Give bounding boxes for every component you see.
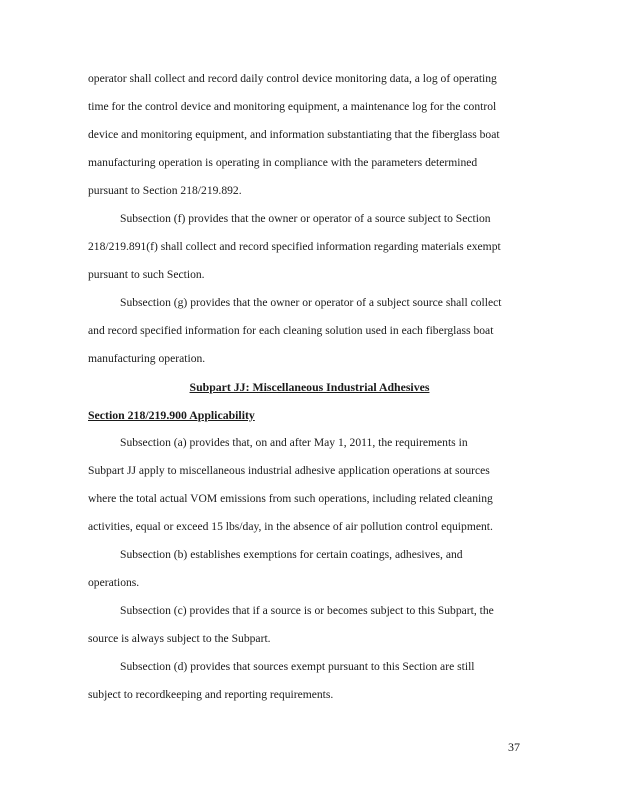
text-line: Subpart JJ apply to miscellaneous industrial adhesive application operations at sources xyxy=(88,464,490,477)
text-line: manufacturing operation is operating in compliance with the parameters determined xyxy=(88,156,478,169)
text-line: manufacturing operation. xyxy=(88,352,206,365)
text-line: Subsection (d) provides that sources exempt pursuant to this Section are still xyxy=(120,660,475,673)
text-line: device and monitoring equipment, and information substantiating that the fiberglass boat xyxy=(88,128,500,141)
text-line: Subsection (a) provides that, on and after May 1, 2011, the requirements in xyxy=(120,436,468,449)
page-number: 37 xyxy=(508,740,520,754)
section-heading: Section 218/219.900 Applicability xyxy=(88,408,255,422)
text-line: subject to recordkeeping and reporting requirements. xyxy=(88,688,334,701)
text-line: 218/219.891(f) shall collect and record specified information regarding materials exempt xyxy=(88,240,501,253)
text-line: and record specified information for each cleaning solution used in each fiberglass boat xyxy=(88,324,494,337)
subpart-heading: Subpart JJ: Miscellaneous Industrial Adhesives xyxy=(189,380,430,394)
text-line: operations. xyxy=(88,576,140,589)
text-line: where the total actual VOM emissions from such operations, including related cleaning xyxy=(88,492,493,505)
text-line: Subsection (g) provides that the owner or operator of a subject source shall collect xyxy=(120,296,502,309)
text-line: Subsection (c) provides that if a source is or becomes subject to this Subpart, the xyxy=(120,604,494,617)
text-line: operator shall collect and record daily control device monitoring data, a log of operating xyxy=(88,72,497,85)
text-line: activities, equal or exceed 15 lbs/day, in the absence of air pollution control equipment. xyxy=(88,520,493,533)
text-line: pursuant to such Section. xyxy=(88,268,205,281)
text-line: time for the control device and monitoring equipment, a maintenance log for the control xyxy=(88,100,497,113)
text-line: Subsection (f) provides that the owner or operator of a source subject to Section xyxy=(120,212,491,225)
text-line: Subsection (b) establishes exemptions for certain coatings, adhesives, and xyxy=(120,548,463,561)
text-line: pursuant to Section 218/219.892. xyxy=(88,184,242,197)
text-line: source is always subject to the Subpart. xyxy=(88,632,271,645)
